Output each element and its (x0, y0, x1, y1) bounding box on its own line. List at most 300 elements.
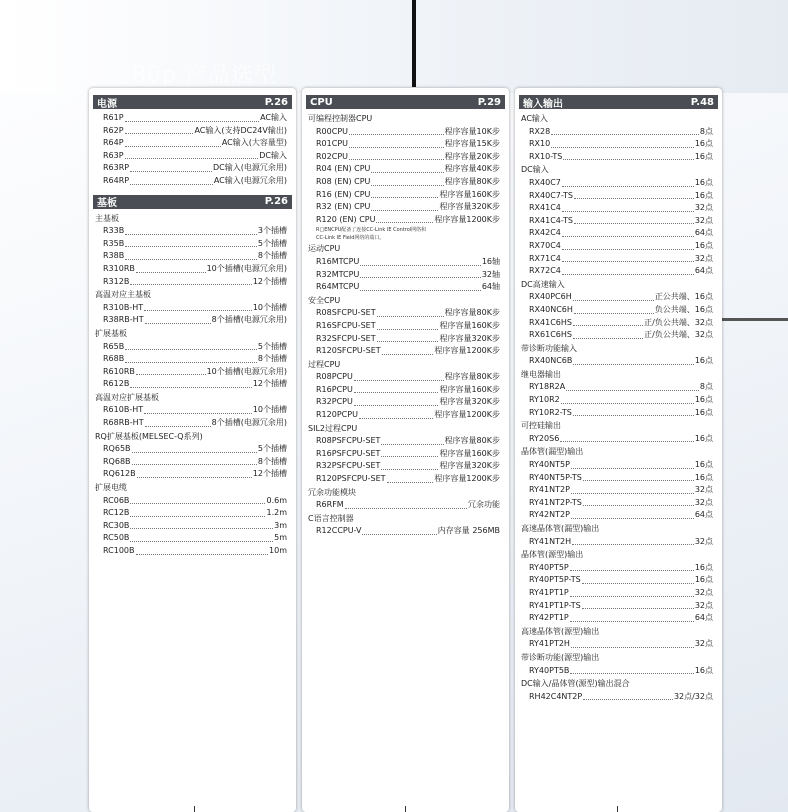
model-code: RC12B (103, 508, 130, 518)
background-title: 80p 产品选型 (132, 63, 277, 88)
model-spec: 16点 (694, 472, 713, 482)
model-code: RQ68B (103, 456, 131, 466)
section-title: 基板 (97, 198, 117, 210)
model-code: R68RB-HT (103, 418, 144, 428)
leader-dots (573, 364, 693, 365)
leader-dots (376, 222, 433, 223)
leader-dots (144, 413, 252, 414)
list-item (302, 333, 509, 346)
list-item (515, 407, 722, 420)
model-code: R32PCPU (316, 397, 353, 407)
section-title: 输入输出 (523, 98, 563, 110)
list-item (515, 433, 722, 446)
model-spec: 16点 (694, 460, 713, 470)
list-item (515, 472, 722, 485)
leader-dots (125, 349, 257, 350)
model-spec: 64轴 (481, 282, 500, 292)
model-spec: 10个插槽 (252, 302, 287, 312)
model-spec: 程序容量80K步 (444, 176, 500, 186)
list-item (515, 691, 722, 704)
leader-dots (582, 608, 694, 609)
model-spec: 16点 (694, 190, 713, 200)
model-spec: DC输入(电源冗余用) (213, 163, 287, 173)
model-code: RY18R2A (529, 382, 566, 392)
leader-dots (345, 508, 467, 509)
list-item (89, 250, 296, 263)
model-spec: 16点 (694, 356, 713, 366)
model-spec: 64点 (694, 613, 713, 623)
leader-dots (130, 171, 212, 172)
model-spec: DC输入 (259, 150, 287, 160)
model-code: RX41C6HS (529, 317, 572, 327)
leader-dots (137, 477, 252, 478)
list-item (515, 138, 722, 151)
model-code: RY41NT2P-TS (529, 497, 582, 507)
model-code: R68B (103, 354, 125, 364)
list-item (515, 600, 722, 613)
model-code: RC50B (103, 533, 130, 543)
leader-dots (125, 259, 257, 260)
category-label: 可编程控制器CPU (308, 114, 373, 123)
list-item (89, 495, 296, 508)
list-item (515, 509, 722, 522)
model-spec: 8个插槽(电源冗余用) (211, 315, 287, 325)
model-spec: AC输入(支持DC24V输出) (194, 125, 287, 135)
leader-dots (560, 441, 694, 442)
list-item (89, 404, 296, 417)
model-code: RX71C4 (529, 253, 561, 263)
model-spec: 3个插槽 (257, 226, 287, 236)
list-item (302, 320, 509, 333)
model-spec: 32点 (694, 253, 713, 263)
model-code: RX40NC6B (529, 356, 573, 366)
leader-dots (130, 516, 265, 517)
model-spec: 程序容量40K步 (444, 164, 500, 174)
model-spec: 16点 (694, 395, 713, 405)
model-code: RY40NT5P-TS (529, 472, 582, 482)
leader-dots (130, 184, 213, 185)
list-item (515, 253, 722, 266)
model-spec: 32点 (694, 203, 713, 213)
model-code: R35B (103, 238, 125, 248)
leader-dots (362, 534, 436, 535)
list-item (302, 409, 509, 422)
leader-dots (571, 647, 694, 648)
list-item (302, 189, 509, 202)
section-title: CPU (310, 96, 333, 108)
model-spec: 程序容量160K步 (439, 189, 500, 199)
leader-dots (573, 300, 654, 301)
list-item (515, 665, 722, 678)
model-code: RX72C4 (529, 266, 561, 276)
list-item (515, 574, 722, 587)
model-spec: 32点 (694, 600, 713, 610)
model-spec: 64点 (694, 510, 713, 520)
list-item (302, 281, 509, 294)
category-label: 扩展基板 (95, 328, 127, 338)
list-item (515, 381, 722, 394)
list-item (89, 125, 296, 138)
list-item (302, 307, 509, 320)
leader-dots (360, 290, 480, 291)
leader-dots (377, 329, 439, 330)
model-code: RY40NT5P (529, 460, 570, 470)
leader-dots (570, 621, 694, 622)
leader-dots (130, 284, 251, 285)
model-spec: 32点/32点 (673, 691, 713, 701)
list-item (515, 304, 722, 317)
leader-dots (561, 403, 694, 404)
list-item (302, 176, 509, 189)
model-code: R6RFM (316, 500, 344, 510)
model-code: RC100B (103, 546, 135, 555)
model-spec: 10个插槽 (252, 405, 287, 415)
model-code: R64P (103, 138, 124, 148)
category-label: 带诊断功能(源型)输出 (521, 652, 600, 662)
leader-dots (371, 172, 443, 173)
list-item (302, 371, 509, 384)
model-code: RX10-TS (529, 151, 563, 161)
list-item (302, 256, 509, 269)
model-code: R610B-HT (103, 405, 144, 415)
list-item (515, 317, 722, 330)
model-spec: 10m (269, 546, 287, 555)
category-label: SIL2过程CPU (308, 423, 358, 433)
model-code: RX40C7 (529, 177, 561, 187)
category-label: 运动CPU (308, 244, 341, 254)
list-item (302, 473, 509, 486)
model-spec: 程序容量1200K步 (434, 214, 500, 224)
leader-dots (583, 480, 694, 481)
model-spec: 程序容量10K步 (444, 126, 500, 136)
list-item (302, 460, 509, 473)
list-item (89, 456, 296, 469)
leader-dots (130, 503, 265, 504)
model-code: RX61C6HS (529, 330, 572, 340)
model-spec: 5m (274, 533, 287, 543)
model-spec: AC输入(大容量型) (221, 138, 287, 148)
list-item (515, 497, 722, 510)
list-item (515, 177, 722, 190)
list-item (89, 175, 296, 188)
model-spec: 16轴 (481, 256, 500, 266)
model-spec: 16点 (694, 665, 713, 675)
model-code: RX40NC6H (529, 304, 573, 314)
model-code: R08PSFCPU-SET (316, 436, 381, 446)
model-code: R61P (103, 113, 124, 122)
list-item (89, 314, 296, 327)
model-code: R65B (103, 341, 125, 351)
leader-dots (136, 272, 206, 273)
model-spec: 程序容量80K步 (444, 372, 500, 382)
model-spec: 12个插槽 (252, 469, 287, 479)
model-spec: 程序容量15K步 (444, 139, 500, 149)
model-spec: 0.6m (266, 495, 287, 505)
leader-dots (566, 390, 699, 391)
model-spec: 程序容量160K步 (439, 384, 500, 394)
model-spec: 程序容量320K步 (439, 461, 500, 471)
leader-dots (562, 186, 694, 187)
model-spec: 程序容量320K步 (439, 333, 500, 343)
leader-dots (132, 452, 257, 453)
leader-dots (572, 544, 694, 545)
model-spec: 16点 (694, 433, 713, 443)
list-item (515, 126, 722, 139)
leader-dots (125, 234, 257, 235)
list-item (89, 112, 296, 125)
leader-dots (145, 323, 211, 324)
category-label: 过程CPU (308, 359, 341, 369)
list-item (515, 587, 722, 600)
leader-dots (360, 265, 480, 266)
leader-dots (144, 310, 252, 311)
model-spec: 32轴 (481, 269, 500, 279)
leader-dots (125, 246, 257, 247)
list-item (302, 269, 509, 282)
model-spec: 3m (274, 520, 287, 530)
model-code: R63RP (103, 163, 130, 173)
header-band (0, 0, 788, 93)
model-spec: AC输入(电源冗余用) (213, 175, 287, 185)
leader-dots (130, 541, 273, 542)
list-item (89, 341, 296, 354)
list-item (302, 214, 509, 227)
category-label: 带诊断功能输入 (521, 343, 577, 353)
leader-dots (574, 198, 694, 199)
section-page-ref: P.26 (264, 196, 288, 208)
leader-dots (132, 464, 257, 465)
model-spec: 冗余功能 (468, 500, 500, 510)
model-code: R32PSFCPU-SET (316, 461, 381, 471)
model-spec: 32点 (694, 587, 713, 597)
list-item (302, 126, 509, 139)
model-code: R00CPU (316, 126, 349, 136)
leader-dots (381, 469, 438, 470)
leader-dots (562, 261, 694, 262)
list-item (89, 302, 296, 315)
section-page-ref: P.29 (477, 96, 501, 108)
category-label: 扩展电缆 (95, 483, 127, 493)
leader-dots (382, 354, 434, 355)
model-spec: 程序容量80K步 (444, 436, 500, 446)
model-code: RX42C4 (529, 228, 561, 238)
leader-dots (582, 583, 694, 584)
list-item (89, 225, 296, 238)
category-label: DC输入 (521, 165, 549, 175)
leader-dots (573, 338, 643, 339)
leader-dots (354, 380, 444, 381)
category-label: 晶体管(源型)输出 (521, 550, 584, 560)
section-page-ref: P.48 (690, 96, 714, 108)
model-spec: 16点 (694, 240, 713, 250)
list-item (515, 202, 722, 215)
leader-dots (571, 518, 694, 519)
model-code: R08SFCPU-SET (316, 308, 376, 318)
category-label: 主基板 (95, 213, 119, 223)
category-label: 高温对应主基板 (95, 290, 151, 300)
model-code: RQ65B (103, 444, 131, 454)
leader-dots (563, 159, 693, 160)
model-spec: 16点 (694, 562, 713, 572)
leader-dots (387, 482, 434, 483)
model-spec: 10个插槽(电源冗余用) (206, 366, 287, 376)
list-item (515, 291, 722, 304)
list-item (89, 532, 296, 545)
model-spec: AC输入 (260, 113, 287, 122)
model-code: RY42NT2P (529, 510, 570, 520)
leader-dots (570, 570, 694, 571)
list-item (515, 355, 722, 368)
model-code: RY10R2 (529, 395, 560, 405)
model-code: RY41PT2H (529, 639, 570, 649)
model-spec: 1.2m (266, 508, 287, 518)
leader-dots (551, 147, 694, 148)
divider-line-horizontal (722, 318, 788, 321)
model-spec: 8点 (699, 382, 713, 392)
list-item (302, 138, 509, 151)
leader-dots (571, 493, 694, 494)
model-spec: 64点 (694, 266, 713, 276)
model-code: R120PSFCPU-SET (316, 474, 386, 484)
leader-dots (125, 133, 194, 134)
leader-dots (359, 418, 433, 419)
bottom-tick (194, 806, 195, 812)
model-code: R01CPU (316, 139, 349, 149)
leader-dots (571, 468, 694, 469)
category-label: 继电器输出 (521, 369, 561, 379)
leader-dots (551, 134, 699, 135)
model-spec: 程序容量160K步 (439, 448, 500, 458)
model-code: R120SFCPU-SET (316, 346, 381, 356)
model-code: RH42C4NT2P (529, 691, 583, 701)
leader-dots (349, 147, 444, 148)
list-item (302, 384, 509, 397)
model-code: R38RB-HT (103, 315, 144, 325)
leader-dots (573, 325, 643, 326)
model-code: R120PCPU (316, 410, 358, 420)
list-item (89, 520, 296, 533)
model-code: R02CPU (316, 151, 349, 161)
section-header (519, 95, 718, 109)
list-item (515, 638, 722, 651)
model-spec: 32点 (694, 497, 713, 507)
model-code: R16MTCPU (316, 256, 360, 266)
leader-dots (573, 415, 694, 416)
model-spec: 8个插槽(电源冗余用) (211, 418, 287, 428)
model-code: RC30B (103, 520, 130, 530)
model-code: R16 (EN) CPU (316, 189, 371, 199)
category-label: 晶体管(漏型)输出 (521, 447, 584, 457)
model-code: RY40PT5P (529, 562, 569, 572)
section-header (93, 95, 292, 109)
model-code: RY40PT5P-TS (529, 575, 581, 585)
model-code: R32MTCPU (316, 269, 360, 279)
model-spec: 程序容量320K步 (439, 397, 500, 407)
list-item (89, 417, 296, 430)
leader-dots (136, 554, 269, 555)
list-item (89, 468, 296, 481)
model-spec: 16点 (694, 575, 713, 585)
model-spec: 正公共端、16点 (654, 292, 713, 302)
category-label: RQ扩展基板(MELSEC-Q系列) (95, 431, 203, 441)
list-item (89, 366, 296, 379)
footnote: R□ENCPU配备了连接CC-Link IE Control网络和 (316, 227, 427, 234)
model-spec: 负公共端、16点 (654, 304, 713, 314)
leader-dots (381, 444, 443, 445)
io-column (515, 88, 722, 812)
model-code: RY41PT1P (529, 587, 569, 597)
list-item (89, 545, 296, 558)
leader-dots (125, 362, 257, 363)
section-header (93, 195, 292, 209)
model-code: RY41PT1P-TS (529, 600, 581, 610)
model-code: RY41NT2P (529, 485, 570, 495)
list-item (302, 396, 509, 409)
category-label: DC输入/晶体管(源型)输出混合 (521, 679, 630, 689)
leader-dots (562, 211, 694, 212)
model-spec: 32点 (694, 215, 713, 225)
list-item (515, 484, 722, 497)
model-code: RX41C4 (529, 203, 561, 213)
model-spec: 16点 (694, 177, 713, 187)
list-item (302, 435, 509, 448)
category-label: 高速晶体管(源型)输出 (521, 626, 600, 636)
model-code: RX28 (529, 126, 551, 136)
list-item (89, 162, 296, 175)
model-code: R12CCPU-V (316, 526, 362, 536)
model-code: RY40PT5B (529, 665, 570, 675)
model-spec: 程序容量80K步 (444, 308, 500, 318)
leader-dots (125, 121, 260, 122)
list-item (515, 227, 722, 240)
leader-dots (570, 673, 693, 674)
list-item (89, 150, 296, 163)
list-item (515, 240, 722, 253)
leader-dots (574, 223, 694, 224)
model-code: RQ612B (103, 469, 136, 479)
model-code: R64RP (103, 175, 130, 185)
model-spec: 32点 (694, 485, 713, 495)
model-code: RY20S6 (529, 433, 560, 443)
list-item (89, 353, 296, 366)
list-item (302, 448, 509, 461)
footnote: CC-Link IE Field网络的端口。 (316, 235, 385, 242)
list-item (89, 507, 296, 520)
list-item (302, 499, 509, 512)
model-code: R16SFCPU-SET (316, 320, 376, 330)
model-code: R610RB (103, 366, 135, 376)
leader-dots (125, 158, 259, 159)
list-item (515, 562, 722, 575)
list-item (302, 525, 509, 538)
model-spec: 16点 (694, 151, 713, 161)
leader-dots (562, 249, 694, 250)
model-code: RX10 (529, 139, 551, 149)
list-item (515, 265, 722, 278)
model-code: R62P (103, 125, 124, 135)
leader-dots (371, 210, 438, 211)
list-item (302, 151, 509, 164)
category-label: 安全CPU (308, 295, 341, 305)
section-title: 电源 (97, 98, 117, 110)
list-item (515, 536, 722, 549)
model-spec: 8个插槽 (257, 251, 287, 261)
leader-dots (562, 236, 694, 237)
model-code: RY10R2-TS (529, 407, 572, 417)
model-code: R16PCPU (316, 384, 353, 394)
list-item (515, 459, 722, 472)
leader-dots (583, 505, 694, 506)
